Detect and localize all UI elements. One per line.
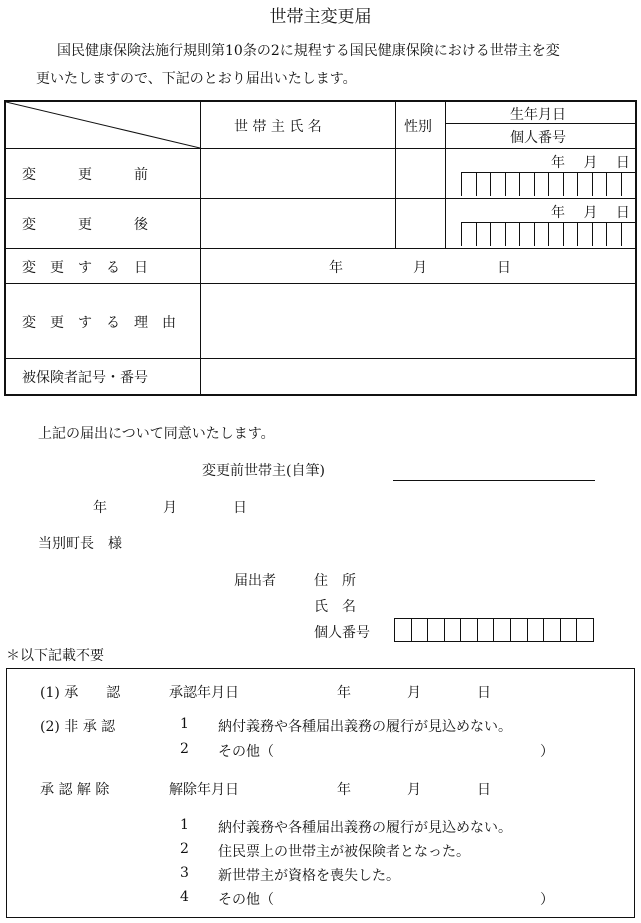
intro-line-1: 国民健康保険法施行規則第10条の2に規程する国民健康保険における世帯主を変 xyxy=(57,43,560,59)
approval-date: 年 月 日 xyxy=(337,685,491,701)
nonapproval-num-2: 2 xyxy=(180,741,189,757)
cancel-num-3: 3 xyxy=(180,865,189,881)
change-date-value: 年 月 日 xyxy=(329,260,511,276)
after-id-number-boxes[interactable] xyxy=(461,222,635,246)
cancel-date: 年 月 日 xyxy=(337,782,491,798)
header-id: 個人番号 xyxy=(510,130,566,146)
header-sex: 性別 xyxy=(404,119,432,135)
cancel-num-1: 1 xyxy=(180,817,189,833)
before-id-number-boxes[interactable] xyxy=(461,172,635,196)
consent-date: 年 月 日 xyxy=(93,500,247,516)
applicant-name-label: 氏 名 xyxy=(314,599,356,615)
cancel-num-2: 2 xyxy=(180,841,189,857)
cancel-date-label: 解除年月日 xyxy=(169,782,239,798)
applicant-address-label: 住 所 xyxy=(314,573,356,589)
cancel-item-4: その他（ ） xyxy=(218,892,554,908)
cancel-item-1: 納付義務や各種届出義務の履行が見込めない。 xyxy=(218,820,512,836)
nonapproval-label: (2) 非 承 認 xyxy=(40,719,116,735)
cancel-num-4: 4 xyxy=(180,889,189,905)
household-head-table xyxy=(4,100,637,396)
page-title: 世帯主変更届 xyxy=(269,7,372,27)
nonapproval-item-1: 納付義務や各種届出義務の履行が見込めない。 xyxy=(218,719,512,735)
header-birth: 生年月日 xyxy=(510,107,566,123)
nonapproval-item-2: その他（ ） xyxy=(218,744,554,760)
after-birth-date: 年 月 日 xyxy=(551,205,630,221)
nonapproval-num-1: 1 xyxy=(180,716,189,732)
consent-text: 上記の届出について同意いたします。 xyxy=(38,426,275,442)
approval-label: (1) 承 認 xyxy=(40,685,121,701)
header-name: 世 帯 主 氏 名 xyxy=(234,119,322,135)
row-insured-label: 被保険者記号・番号 xyxy=(22,370,148,386)
applicant-id-boxes[interactable] xyxy=(394,618,594,642)
cancel-item-3: 新世帯主が資格を喪失した。 xyxy=(218,868,400,884)
cancel-label: 承 認 解 除 xyxy=(40,782,110,798)
applicant-id-label: 個人番号 xyxy=(314,625,370,641)
row-after-label: 変 更 後 xyxy=(22,217,148,233)
signer-label: 変更前世帯主(自筆) xyxy=(202,463,325,479)
applicant-label: 届出者 xyxy=(234,573,276,589)
row-before-label: 変 更 前 xyxy=(22,167,148,183)
row-change-date-label: 変 更 す る 日 xyxy=(22,260,148,276)
row-reason-label: 変 更 す る 理 由 xyxy=(22,315,176,331)
addressee: 当別町長 様 xyxy=(38,536,122,552)
cancel-item-2: 住民票上の世帯主が被保険者となった。 xyxy=(218,844,470,860)
signature-line[interactable] xyxy=(393,480,595,481)
header-diagonal xyxy=(6,102,200,148)
before-birth-date: 年 月 日 xyxy=(551,155,630,171)
approval-date-label: 承認年月日 xyxy=(169,685,239,701)
not-required-note: ＊以下記載不要 xyxy=(6,648,104,664)
intro-line-2: 更いたしますので、下記のとおり届出いたします。 xyxy=(36,71,357,87)
